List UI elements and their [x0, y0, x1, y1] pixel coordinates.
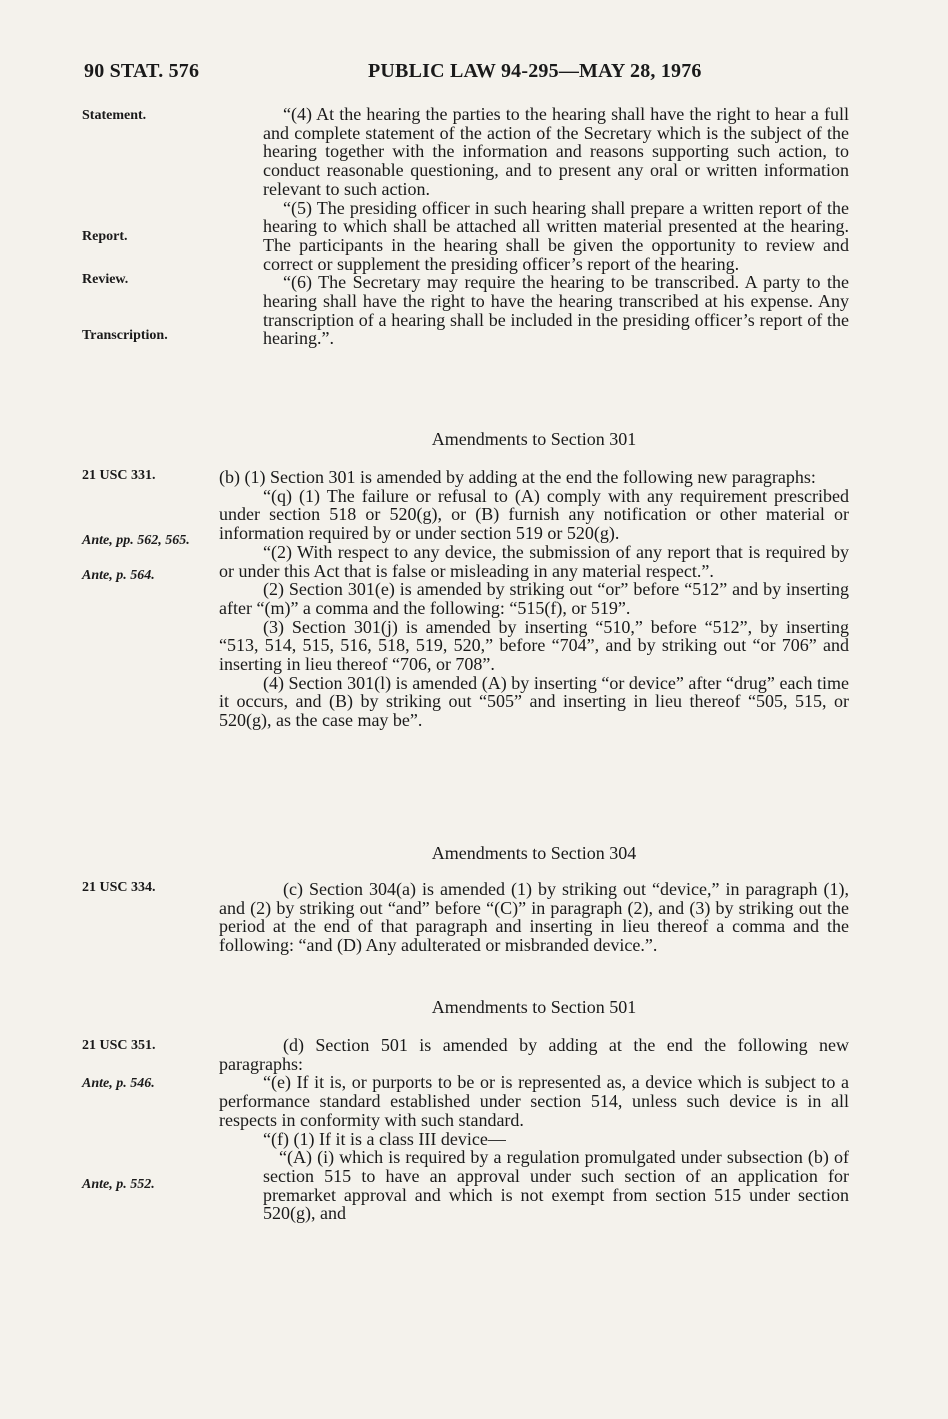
paragraph-6: “(6) The Secretary may require the hearing to be transcribed. A party to the hearing shall have the right to have the hearing transcribed at his expense. Any transcription of a hearing shall be included in the presiding officer’s report of the hearing.”.	[263, 272, 849, 349]
public-law-title: PUBLIC LAW 94-295—MAY 28, 1976	[368, 60, 702, 82]
paragraph-f1: “(f) (1) If it is a class III device—	[263, 1128, 506, 1149]
paragraph-4: “(4) At the hearing the parties to the hearing shall have the right to hear a full and complete statement of the action of the Secretary which is the subject of the hearing together with the information and reasons supporting such action, to conduct reasonable questioning, and to present any oral or written information relevant to such action.	[263, 104, 849, 199]
hearing-paragraphs	[263, 105, 849, 348]
margin-note-report: Report.	[82, 229, 128, 244]
margin-note-21-usc-331: 21 USC 331.	[82, 468, 156, 483]
section-304-amendments	[219, 880, 849, 955]
paragraph-fa: “(A) (i) which is required by a regulation promulgated under subsection (b) of section 515 to have an approval under such section of an application for premarket approval and which is not exempt from section 515 under section 520(g), and	[263, 1147, 849, 1224]
paragraph-b3: (3) Section 301(j) is amended by inserting “510,” before “512”, by inserting “513, 514, 515, 516, 518, 519, 520,” before “704”, and by striking out “or 706” and inserting in lieu thereof “706, or 708”.	[219, 616, 849, 675]
margin-note-ante-562-text: Ante, pp. 562, 565.	[82, 533, 190, 548]
margin-note-ante-562	[82, 533, 192, 549]
margin-note-ante-546-text: Ante, p. 546.	[82, 1076, 155, 1091]
paragraph-c: (c) Section 304(a) is amended (1) by striking out “device,” in paragraph (1), and (2) by striking out “and” before “(C)” in paragraph (2), and (3) by striking out the period at the end of that paragraph and inserting in lieu thereof a comma and the following: “and (D) Any adulterated or misbranded device.”.	[219, 879, 849, 956]
margin-note-21-usc-334: 21 USC 334.	[82, 880, 156, 895]
margin-note-ante-564-text: Ante, p. 564.	[82, 568, 155, 583]
heading-section-304: Amendments to Section 304	[431, 843, 637, 863]
margin-note-ante-552-text: Ante, p. 552.	[82, 1177, 155, 1192]
heading-section-301: Amendments to Section 301	[431, 429, 637, 449]
margin-note-ante-552	[82, 1177, 155, 1193]
paragraph-b2: (2) Section 301(e) is amended by striking out “or” before “512” and by inserting after “(m)” a comma and the following: “515(f), or 519”.	[219, 579, 849, 618]
page-header	[84, 60, 852, 90]
paragraph-q2: “(2) With respect to any device, the submission of any report that is required by or under this Act that is false or misleading in any material respect.”.	[219, 541, 849, 581]
paragraph-b1: (b) (1) Section 301 is amended by adding at the end the following new paragraphs:	[219, 467, 816, 487]
section-501-amendments	[219, 1036, 849, 1223]
margin-note-statement: Statement.	[82, 108, 147, 123]
section-301-amendments	[219, 468, 849, 730]
margin-note-review: Review.	[82, 272, 129, 287]
margin-note-transcription: Transcription.	[82, 328, 168, 343]
margin-note-21-usc-351: 21 USC 351.	[82, 1038, 156, 1053]
margin-note-ante-564	[82, 568, 155, 584]
heading-section-501: Amendments to Section 501	[431, 997, 637, 1017]
stat-page-number: 90 STAT. 576	[84, 60, 200, 82]
margin-note-ante-546	[82, 1076, 155, 1092]
paragraph-e: “(e) If it is, or purports to be or is represented as, a device which is subject to a performance standard established under section 514, unless such device is in all respects in conformity with such standard.	[219, 1072, 849, 1130]
paragraph-b4: (4) Section 301(l) is amended (A) by inserting “or device” after “drug” each time it occurs, and (B) by striking out “505” and inserting in lieu thereof “505, 515, or 520(g), as the case may be”.	[219, 672, 849, 731]
paragraph-5: “(5) The presiding officer in such hearing shall prepare a written report of the hearing to which shall be attached all written material presented at the hearing. The participants in the hearing shall be given the opportunity to review and correct or supplement the presiding officer’s report of the hearing.	[263, 197, 849, 274]
paragraph-d: (d) Section 501 is amended by adding at the end the following new paragraphs:	[219, 1035, 849, 1074]
paragraph-q1: “(q) (1) The failure or refusal to (A) comply with any requirement prescribed under section 518 or 520(g), or (B) furnish any notification or other material or information required by or under section 519 or 520(g).	[219, 485, 849, 544]
